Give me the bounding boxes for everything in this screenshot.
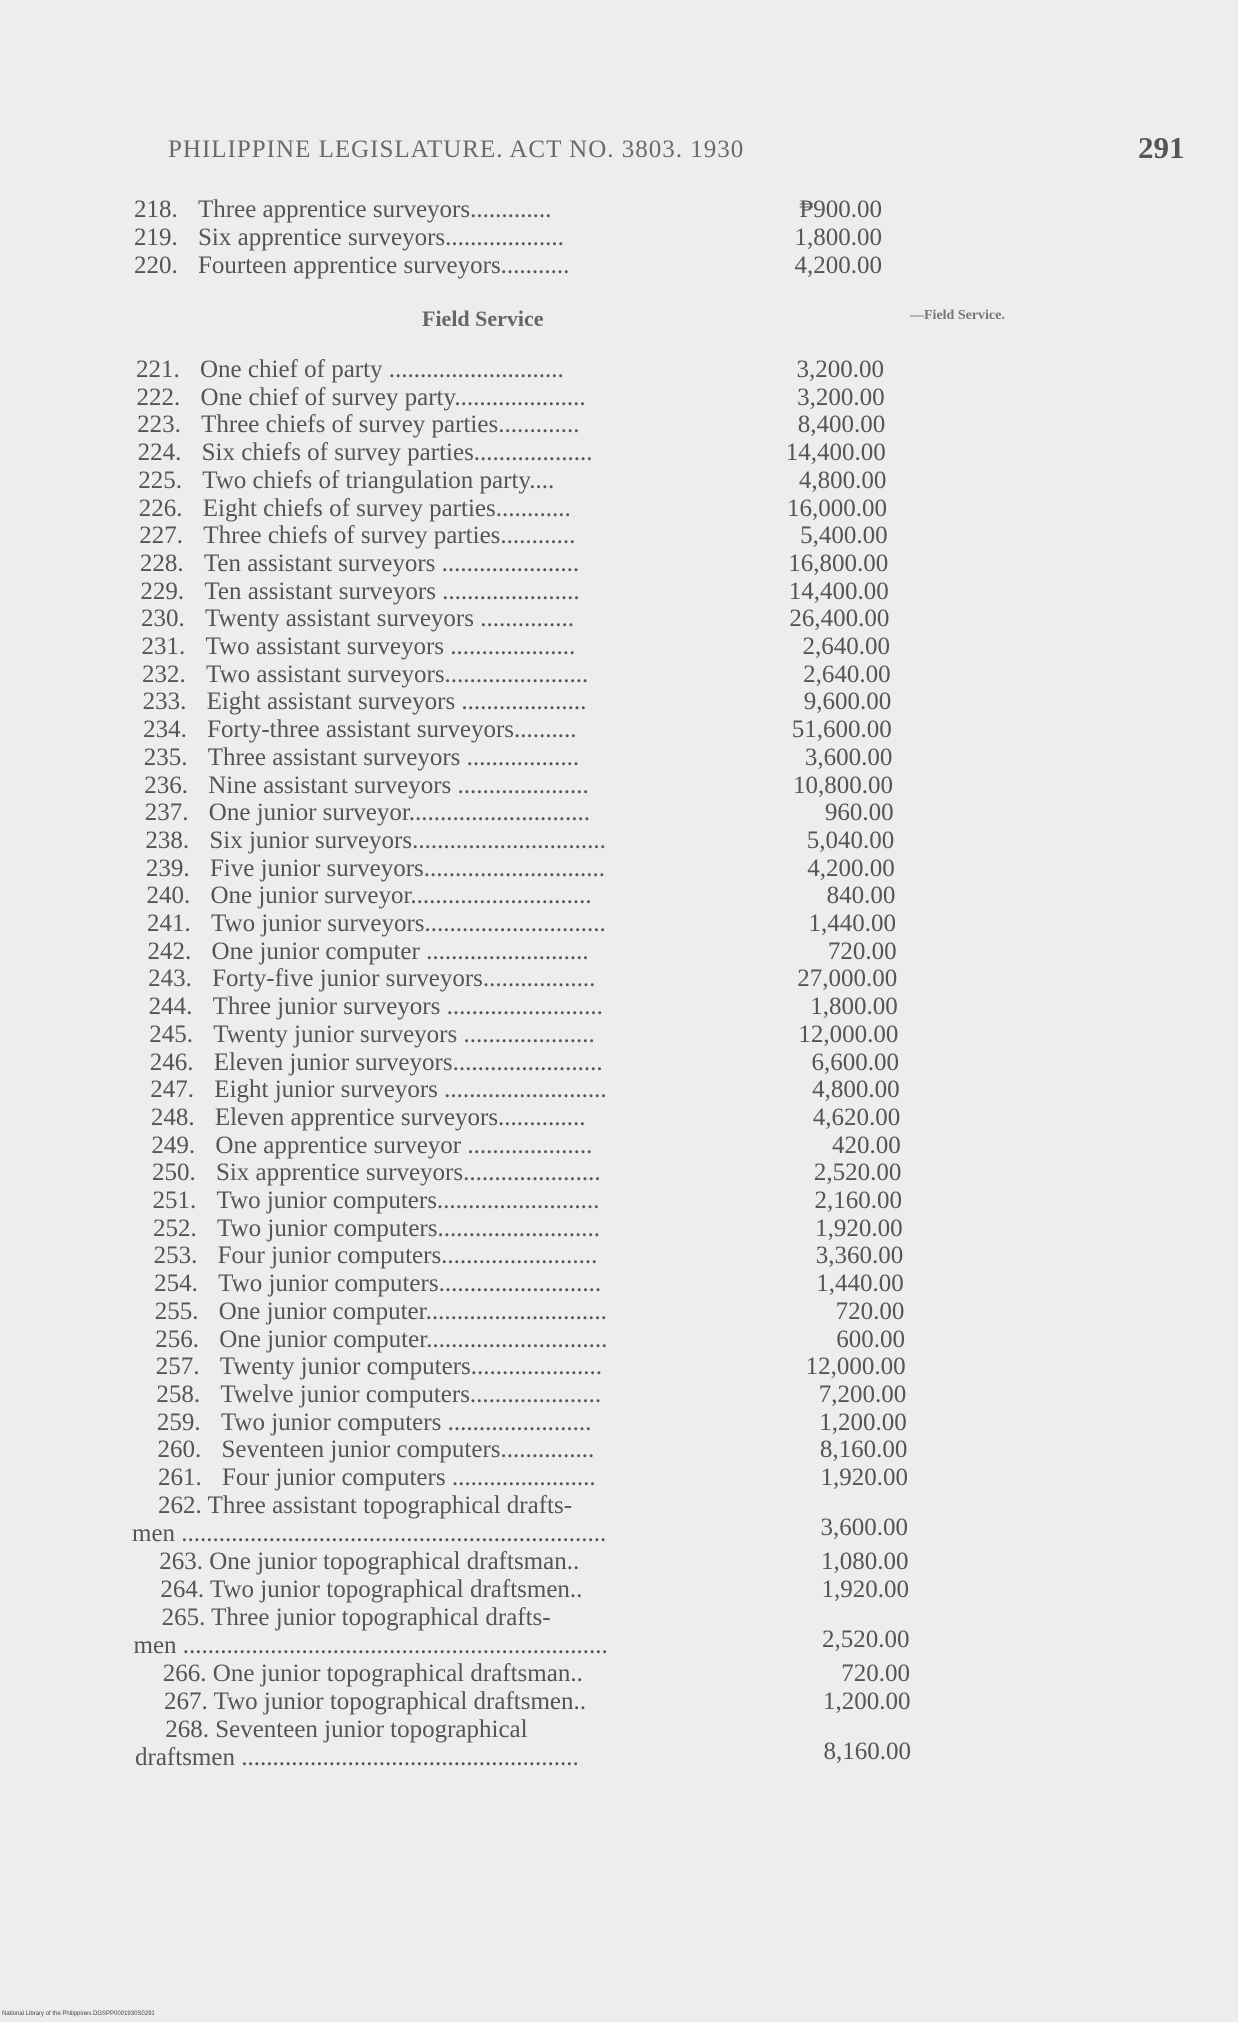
item-description: Five junior surveyors............................. (209, 854, 606, 882)
line-item (143, 716, 576, 744)
item-description: Forty-five junior surveyors.................. (212, 965, 596, 993)
item-number: 225. (138, 466, 182, 494)
line-item (149, 1021, 595, 1049)
item-number: 229. (140, 577, 185, 605)
item-description: Two junior topographical draftsmen.. (209, 1576, 583, 1603)
line-item (137, 411, 579, 439)
line-item (158, 1464, 596, 1492)
item-amount: 1,440.00 (816, 1270, 904, 1298)
line-item (160, 1576, 582, 1604)
item-description: One junior topographical draftsman.. (209, 1548, 580, 1575)
item-description: One junior computer .......................... (211, 937, 589, 965)
item-description: One junior computer............................. (219, 1325, 608, 1353)
line-item (150, 1076, 606, 1104)
item-number: 222. (136, 383, 181, 411)
item-description: Two junior topographical draftsmen.. (213, 1688, 587, 1715)
item-number: 226. (138, 494, 183, 522)
item-description: One chief of survey party..................... (200, 383, 586, 411)
item-amount: 12,000.00 (798, 1020, 899, 1048)
item-number: 235. (143, 743, 188, 771)
item-description: Forty-three assistant surveyors.......... (207, 716, 577, 744)
item-amount: 9,600.00 (803, 688, 892, 716)
line-item (157, 1409, 591, 1437)
item-description: One junior computer............................. (218, 1297, 607, 1325)
item-number: 240. (146, 882, 191, 910)
item-number: 255. (154, 1297, 199, 1325)
line-item (134, 252, 569, 280)
item-number: 262. (158, 1492, 208, 1519)
item-number: 233. (142, 688, 187, 716)
item-amount: 26,400.00 (789, 605, 890, 633)
item-number: 266. (162, 1660, 213, 1687)
item-description: Three junior surveyors ......................... (212, 993, 603, 1021)
line-item (156, 1381, 601, 1409)
item-amount: 1,920.00 (821, 1576, 909, 1603)
item-description: One chief of party ............................ (200, 356, 564, 383)
line-item (162, 1604, 551, 1632)
item-amount: 720.00 (827, 937, 897, 965)
line-item (145, 799, 590, 827)
item-description: Three apprentice surveyors............. (198, 196, 552, 223)
item-number: 260. (157, 1436, 202, 1464)
item-amount: 8,400.00 (797, 411, 886, 439)
item-amount: 1,920.00 (815, 1214, 903, 1242)
item-amount: 14,400.00 (785, 439, 886, 467)
margin-note: —Field Service. (910, 308, 1005, 323)
item-amount: 3,600.00 (804, 743, 893, 771)
item-number: 227. (139, 522, 184, 550)
line-item (164, 1688, 586, 1716)
item-amount: 840.00 (826, 882, 896, 910)
item-number: 246. (149, 1048, 194, 1076)
footer-note: National Library of the Philippines DGSPP0001930S0291 (2, 2011, 155, 2017)
item-description-continuation: draftsmen ...................................................... (135, 1744, 579, 1771)
item-number: 253. (153, 1242, 198, 1270)
item-number: 230. (140, 605, 185, 633)
item-amount: 8,160.00 (819, 1436, 908, 1464)
line-item (148, 965, 595, 993)
item-number: 258. (156, 1380, 201, 1408)
item-number: 248. (150, 1103, 195, 1131)
item-description: Two junior surveyors............................. (211, 910, 606, 937)
line-item (151, 1132, 592, 1160)
item-number: 247. (150, 1076, 195, 1104)
item-number: 236. (144, 771, 188, 799)
item-amount: 6,600.00 (811, 1048, 899, 1076)
item-amount: 960.00 (824, 799, 894, 827)
item-amount: 16,000.00 (787, 494, 887, 522)
line-item (142, 633, 576, 661)
line-item (142, 661, 588, 689)
item-amount: 2,640.00 (803, 660, 891, 688)
item-number: 252. (153, 1214, 197, 1242)
item-description: Two assistant surveyors....................... (206, 660, 589, 688)
line-item (134, 224, 564, 252)
item-amount: 4,200.00 (794, 252, 882, 279)
item-amount: 1,800.00 (794, 224, 882, 251)
item-amount: 2,520.00 (822, 1626, 910, 1653)
line-item (144, 772, 589, 800)
item-amount: 4,200.00 (807, 854, 895, 882)
line-item (147, 910, 606, 938)
item-amount: 1,800.00 (810, 993, 898, 1021)
item-amount: 3,600.00 (820, 1514, 908, 1541)
item-description: Eleven apprentice surveyors.............. (214, 1103, 586, 1131)
line-item (153, 1215, 600, 1243)
item-amount: 12,000.00 (805, 1353, 906, 1381)
item-number: 221. (136, 356, 180, 383)
item-description: Two junior computers.......................... (217, 1214, 600, 1242)
line-item (151, 1104, 586, 1132)
item-number: 254. (154, 1270, 198, 1298)
line-item (143, 688, 587, 716)
item-number: 219. (134, 224, 178, 251)
line-item (145, 827, 606, 855)
line-item (152, 1159, 601, 1187)
item-description: Eleven junior surveyors........................ (213, 1048, 603, 1076)
item-description: Six junior surveyors............................... (209, 826, 606, 854)
item-description: Two junior computers.......................... (216, 1187, 600, 1214)
item-amount: ₱900.00 (799, 196, 882, 223)
item-number: 256. (155, 1325, 199, 1353)
item-description: Two junior computers ....................... (220, 1408, 592, 1436)
item-description: Three assistant topographical drafts- (207, 1492, 573, 1519)
item-number: 224. (137, 439, 182, 467)
item-description-continuation: men .................................................................... (133, 1632, 608, 1659)
item-description: Four junior computers......................... (217, 1242, 598, 1270)
item-number: 249. (151, 1131, 196, 1159)
item-description: Fourteen apprentice surveyors........... (198, 252, 570, 279)
line-item (139, 522, 575, 550)
item-amount: 4,800.00 (798, 466, 887, 494)
line-item (146, 882, 591, 910)
line-item (140, 550, 579, 578)
item-description: Two chiefs of triangulation party.... (202, 466, 555, 494)
item-amount: 27,000.00 (797, 965, 898, 993)
item-number: 237. (144, 799, 189, 827)
item-amount: 3,200.00 (797, 383, 885, 411)
item-number: 257. (155, 1353, 200, 1381)
item-amount: 3,360.00 (815, 1242, 904, 1270)
line-item (137, 384, 586, 412)
line-item (144, 744, 579, 772)
item-amount: 4,800.00 (812, 1076, 900, 1104)
item-number: 245. (149, 1020, 193, 1048)
line-item (149, 993, 603, 1021)
item-amount: 2,160.00 (814, 1187, 902, 1214)
item-description: Two assistant surveyors .................... (205, 633, 576, 660)
line-item (157, 1436, 594, 1464)
section-heading: Field Service (422, 306, 544, 331)
line-item (139, 495, 571, 523)
item-number: 251. (152, 1187, 197, 1214)
item-number: 228. (139, 549, 184, 577)
line-item (153, 1187, 600, 1215)
item-number: 268. (165, 1716, 216, 1743)
item-number: 267. (164, 1688, 214, 1715)
item-amount: 1,920.00 (820, 1464, 908, 1491)
item-amount: 51,600.00 (791, 716, 892, 744)
item-number: 265. (161, 1604, 212, 1631)
item-description: Twelve junior computers..................... (220, 1380, 602, 1408)
item-description: Four junior computers ....................... (222, 1464, 596, 1491)
line-item (165, 1716, 527, 1744)
line-item (154, 1242, 598, 1270)
line-item (146, 855, 605, 883)
line-item (155, 1298, 607, 1326)
item-number: 220. (134, 252, 178, 279)
line-item (138, 439, 593, 467)
item-amount: 5,040.00 (806, 826, 895, 854)
item-description: Ten assistant surveyors ...................... (203, 549, 580, 577)
line-item (154, 1270, 601, 1298)
item-description: Three chiefs of survey parties............ (203, 522, 576, 550)
item-description: Six chiefs of survey parties................... (201, 439, 593, 467)
line-item (141, 605, 574, 633)
line-item (158, 1492, 572, 1520)
item-amount: 16,800.00 (788, 549, 889, 577)
item-number: 241. (147, 910, 191, 937)
item-amount: 5,400.00 (800, 522, 888, 550)
item-description: One junior surveyor............................. (210, 882, 592, 910)
item-description: One junior topographical draftsman.. (212, 1660, 583, 1687)
item-number: 223. (137, 411, 181, 439)
item-description: Eight assistant surveyors .................... (206, 688, 587, 716)
item-number: 264. (160, 1576, 210, 1603)
item-amount: 4,620.00 (812, 1103, 901, 1131)
item-amount: 720.00 (841, 1660, 910, 1687)
item-amount: 3,200.00 (796, 356, 884, 383)
item-amount: 2,640.00 (802, 633, 890, 660)
running-header: PHILIPPINE LEGISLATURE. ACT NO. 3803. 1930 (168, 136, 745, 163)
line-item (136, 356, 564, 384)
item-number: 243. (148, 965, 192, 993)
item-description: Three junior topographical drafts- (211, 1604, 551, 1631)
item-amount: 1,200.00 (823, 1688, 911, 1715)
item-amount: 720.00 (835, 1297, 905, 1325)
item-amount: 2,520.00 (813, 1159, 902, 1187)
item-amount: 1,080.00 (821, 1548, 909, 1575)
item-description: One apprentice surveyor .................... (215, 1131, 593, 1159)
line-item (138, 467, 554, 495)
item-description: Three chiefs of survey parties............. (201, 411, 580, 439)
item-description: Twenty junior surveyors ..................... (213, 1020, 595, 1048)
page-number: 291 (1138, 130, 1185, 165)
item-description: Six apprentice surveyors...................... (215, 1159, 601, 1187)
item-description: Seventeen junior computers............... (221, 1436, 595, 1464)
line-item (163, 1660, 583, 1688)
item-number: 261. (158, 1464, 202, 1491)
item-description: Six apprentice surveyors................... (198, 224, 564, 251)
item-description: Eight junior surveyors .......................... (214, 1076, 607, 1104)
item-description: Three assistant surveyors .................. (207, 743, 580, 771)
item-description: One junior surveyor............................. (208, 799, 591, 827)
item-amount: 1,440.00 (808, 910, 896, 937)
line-item (156, 1353, 602, 1381)
item-number: 239. (145, 854, 190, 882)
item-amount: 7,200.00 (818, 1380, 907, 1408)
item-number: 234. (143, 716, 187, 744)
item-number: 231. (141, 633, 186, 660)
line-item (140, 578, 579, 606)
line-item (150, 1049, 603, 1077)
item-description: Eight chiefs of survey parties............ (202, 494, 571, 522)
item-description-continuation: men .................................................................... (132, 1520, 607, 1547)
item-amount: 10,800.00 (793, 771, 893, 799)
item-number: 263. (159, 1548, 210, 1575)
item-number: 259. (156, 1408, 201, 1436)
item-description: Seventeen junior topographical (215, 1716, 528, 1743)
item-description: Nine assistant surveyors ..................... (208, 771, 589, 799)
item-number: 232. (142, 660, 186, 688)
item-number: 238. (145, 826, 190, 854)
line-item (148, 938, 589, 966)
line-item (155, 1326, 607, 1354)
item-amount: 14,400.00 (788, 577, 889, 605)
item-description: Two junior computers.......................... (218, 1270, 602, 1298)
item-amount: 600.00 (836, 1325, 905, 1353)
item-amount: 420.00 (832, 1131, 901, 1159)
line-item (159, 1548, 579, 1576)
item-number: 218. (134, 196, 178, 223)
item-description: Ten assistant surveyors ...................... (204, 577, 580, 605)
item-number: 244. (148, 993, 193, 1021)
item-number: 250. (151, 1159, 196, 1187)
line-item (134, 196, 551, 224)
item-amount: 1,200.00 (819, 1408, 907, 1436)
item-number: 242. (147, 937, 192, 965)
item-amount: 8,160.00 (823, 1738, 911, 1765)
item-description: Twenty assistant surveyors ............... (204, 605, 574, 633)
item-description: Twenty junior computers..................... (219, 1353, 603, 1381)
